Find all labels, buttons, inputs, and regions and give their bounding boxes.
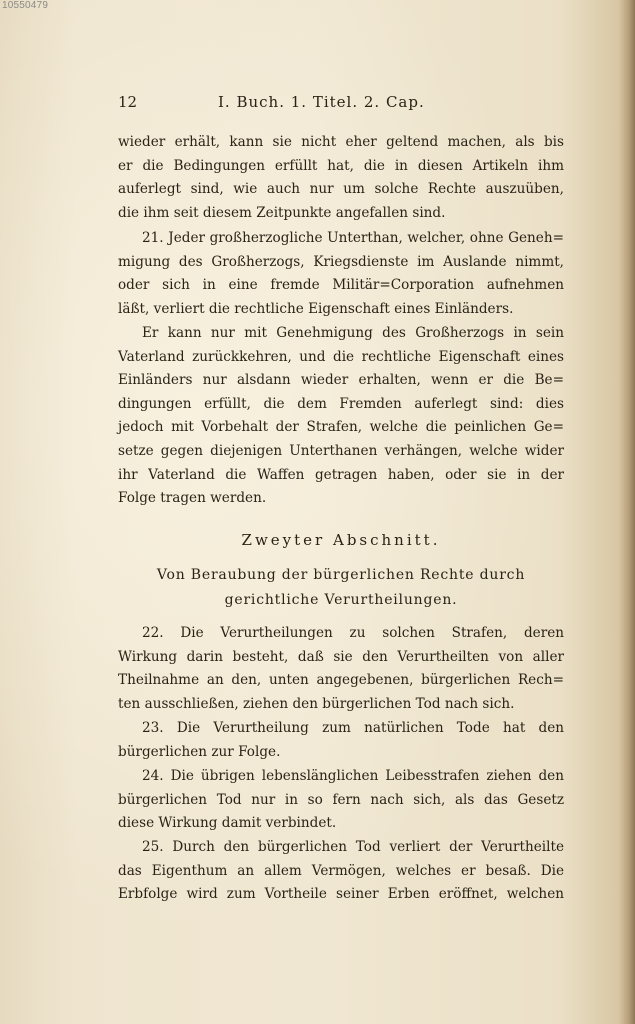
text-line: diese Wirkung damit verbindet. bbox=[118, 815, 337, 832]
paragraph-article-23 bbox=[118, 717, 564, 764]
text-line: 25. Durch den bürgerlichen Tod verliert der Verurtheilte bbox=[142, 839, 564, 855]
subtitle-line: gerichtliche Verurtheilungen. bbox=[224, 592, 458, 608]
text-line: die ihm seit diesem Zeitpunkte angefallen sind. bbox=[118, 204, 446, 221]
page-edge-shadow bbox=[619, 0, 635, 1024]
paragraph-article-22 bbox=[118, 622, 564, 716]
text-line: Einländers nur alsdann wieder erhalten, wenn er die Be= bbox=[118, 372, 564, 389]
text-line: läßt, verliert die rechtliche Eigenschaft eines Einländers. bbox=[118, 300, 514, 317]
paragraph-return-conditions bbox=[118, 322, 564, 511]
text-line: das Eigenthum an allem Vermögen, welches er besaß. Die bbox=[118, 862, 564, 879]
text-line: 22. Die Verurtheilungen zu solchen Strafen, deren bbox=[142, 625, 564, 641]
page-number: 12 bbox=[118, 93, 138, 111]
paragraph-continuation bbox=[118, 131, 564, 225]
text-line: ihr Vaterland die Waffen getragen haben, oder sie in der bbox=[118, 466, 564, 483]
text-line: 23. Die Verurtheilung zum natürlichen Tode hat den bbox=[142, 720, 564, 736]
subtitle-line: Von Beraubung der bürgerlichen Rechte durch bbox=[156, 567, 526, 583]
text-line: 21. Jeder großherzogliche Unterthan, welcher, ohne Geneh= bbox=[142, 230, 564, 246]
paragraph-article-25 bbox=[118, 836, 564, 907]
text-line: ten ausschließen, ziehen den bürgerlichen Tod nach sich. bbox=[118, 695, 515, 712]
text-line: Erbfolge wird zum Vortheile seiner Erben eröffnet, welchen bbox=[118, 886, 564, 903]
text-line: er die Bedingungen erfüllt hat, die in diesen Artikeln ihm bbox=[118, 157, 564, 174]
text-line: wieder erhält, kann sie nicht eher geltend machen, als bis bbox=[118, 134, 564, 150]
text-line: 24. Die übrigen lebenslänglichen Leibesstrafen ziehen den bbox=[142, 768, 564, 784]
page-header bbox=[118, 93, 468, 115]
text-line: auferlegt sind, wie auch nur um solche Rechte auszuüben, bbox=[118, 181, 564, 198]
paragraph-article-21 bbox=[118, 227, 564, 321]
paragraph-article-24 bbox=[118, 765, 564, 836]
running-title: I. Buch. 1. Titel. 2. Cap. bbox=[218, 93, 425, 111]
text-line: bürgerlichen Tod nur in so fern nach sich, als das Gesetz bbox=[118, 791, 564, 808]
text-line: migung des Großherzogs, Kriegsdienste im Auslande nimmt, bbox=[118, 253, 564, 270]
section-subtitle bbox=[118, 563, 564, 613]
text-line: jedoch mit Vorbehalt der Strafen, welche die peinlichen Ge= bbox=[118, 419, 564, 436]
scan-id-label: 10550479 bbox=[2, 0, 49, 11]
text-line: bürgerlichen zur Folge. bbox=[118, 743, 281, 760]
text-line: Theilnahme an den, unten angegebenen, bürgerlichen Rech= bbox=[118, 672, 564, 689]
text-line: Vaterland zurückkehren, und die rechtliche Eigenschaft eines bbox=[118, 348, 564, 365]
text-line: oder sich in eine fremde Militär=Corporation aufnehmen bbox=[118, 277, 564, 294]
text-line: Wirkung darin besteht, daß sie den Verurtheilten von aller bbox=[118, 648, 564, 665]
text-line: setze gegen diejenigen Unterthanen verhängen, welche wider bbox=[118, 442, 564, 459]
text-line: Er kann nur mit Genehmigung des Großherzogs in sein bbox=[142, 325, 564, 341]
text-line: Folge tragen werden. bbox=[118, 490, 267, 507]
section-heading: Zweyter Abschnitt. bbox=[241, 531, 441, 549]
text-line: dingungen erfüllt, die dem Fremden auferlegt sind: dies bbox=[118, 395, 564, 412]
